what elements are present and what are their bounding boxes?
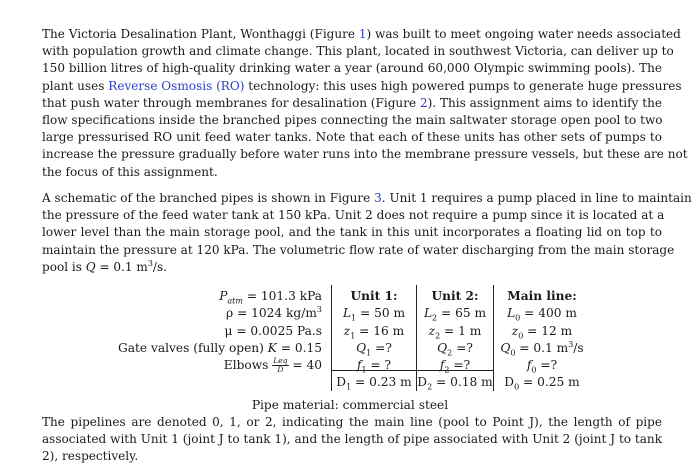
text-line: The pipelines are denoted 0, 1, or 2, indicating the main line (pool to Point J), the length of pipe: [42, 415, 662, 429]
viscosity-param: μ = 0.0025 Pa.s: [224, 323, 322, 338]
unit-2-header: Unit 2:: [431, 289, 479, 303]
unit-1-length: $L_1 = 50$ m: [342, 306, 406, 323]
text-line: with population growth and climate change. This plant, located in southwest Victoria, can deliver up to: [42, 44, 674, 59]
pipe-material-caption: Pipe material: commercial steel: [251, 398, 449, 412]
density-param: ρ = 1024 $kg/m^3$: [226, 305, 322, 321]
unit-1-diameter: $D_1 = 0.23$ m: [336, 375, 412, 392]
figure-3-link[interactable]: 3: [374, 191, 382, 205]
text-line: large pressurised RO unit feed water tanks. Note that each of these units has other sets of pumps to: [42, 130, 662, 145]
schematic-paragraph: [42, 190, 692, 276]
gate-valve-param: Gate valves (fully open) K = 0.15: [118, 340, 322, 355]
reverse-osmosis-link[interactable]: Reverse Osmosis (RO): [108, 78, 245, 93]
text-line: associated with Unit 1 (joint J to tank 1), and the length of pipe associated with Unit 2 (joint J to tank: [42, 432, 662, 447]
text-line: that push water through membranes for desalination (Figure 2). This assignment aims to identify the: [42, 95, 662, 110]
main-line-length: $L_0 = 400$ m: [507, 306, 577, 323]
text-line: The Victoria Desalination Plant, Wonthaggi (Figure 1) was built to meet ongoing water needs associated: [42, 27, 681, 41]
main-line-elevation: $z_0 = 12$ m: [511, 323, 573, 341]
patm-param: $P_{atm} = 101.3$ kPa: [219, 289, 322, 306]
text-line: pool is Q = 0.1 $m^3/s$.: [42, 258, 167, 274]
figure-2-link[interactable]: 2: [419, 95, 428, 110]
unit-1-column: [332, 288, 416, 392]
unit-2-flow: $Q_2$ =?: [437, 340, 473, 358]
unit-2-friction: $f_2$ =?: [439, 358, 471, 375]
text-line: 150 billion litres of high-quality drinking water a year (around 60,000 Olympic swimming pools). The: [42, 61, 662, 76]
text-line: increase the pressure gradually before water runs into the membrane pressure vessels, but these are not: [42, 147, 688, 162]
unit-1-friction: $f_1$ = ?: [356, 358, 392, 375]
unit-2-column: [417, 288, 493, 392]
main-line-friction: $f_0$ =?: [526, 358, 558, 375]
pipeline-notation-paragraph: [42, 414, 662, 466]
text-line: maintain the pressure at 120 kPa. The volumetric flow rate of water discharging from the main storage: [42, 242, 675, 257]
main-line-flow: $Q_0 = 0.1$ $m^3/s$: [500, 339, 584, 358]
text-line: 2), respectively.: [42, 449, 139, 464]
text-line: lower level than the main storage pool, and the tank in this unit incorporates a floating lid on top to: [42, 225, 662, 240]
fluid-parameters: [100, 288, 322, 374]
elbows-param: Elbows $\frac{\text{Leq}}{D}$ = 40: [223, 356, 322, 375]
text-line: the pressure of the feed water tank at 150 kPa. Unit 2 does not require a pump since it is located at a: [42, 208, 665, 223]
figure-1-link[interactable]: 1: [358, 27, 367, 41]
unit-2-length: $L_2 = 65$ m: [423, 306, 487, 323]
text-line: flow specifications inside the branched pipes connecting the main saltwater storage open pool to two: [42, 113, 663, 128]
text-line: plant uses Reverse Osmosis (RO) technology: this uses high powered pumps to generate huge pressures: [42, 78, 682, 93]
text-line: the focus of this assignment.: [42, 164, 218, 179]
unit-1-header: Unit 1:: [350, 289, 398, 303]
main-line-header: Main line:: [507, 289, 577, 303]
main-line-diameter: $D_0 = 0.25$ m: [504, 375, 580, 392]
intro-paragraph: [42, 26, 688, 181]
main-line-column: [494, 288, 590, 392]
leq-over-d-fraction: $\frac{\text{Leq}}{D}$: [273, 356, 288, 375]
unit-1-flow: $Q_1$ =?: [356, 340, 392, 358]
text-line: A schematic of the branched pipes is shown in Figure 3. Unit 1 requires a pump placed in line to maintain: [42, 191, 692, 205]
unit-2-elevation: $z_2 = 1$ m: [428, 323, 482, 341]
unit-2-diameter: $D_2 = 0.18$ m: [417, 375, 493, 392]
unit-1-elevation: $z_1 = 16$ m: [343, 323, 405, 341]
